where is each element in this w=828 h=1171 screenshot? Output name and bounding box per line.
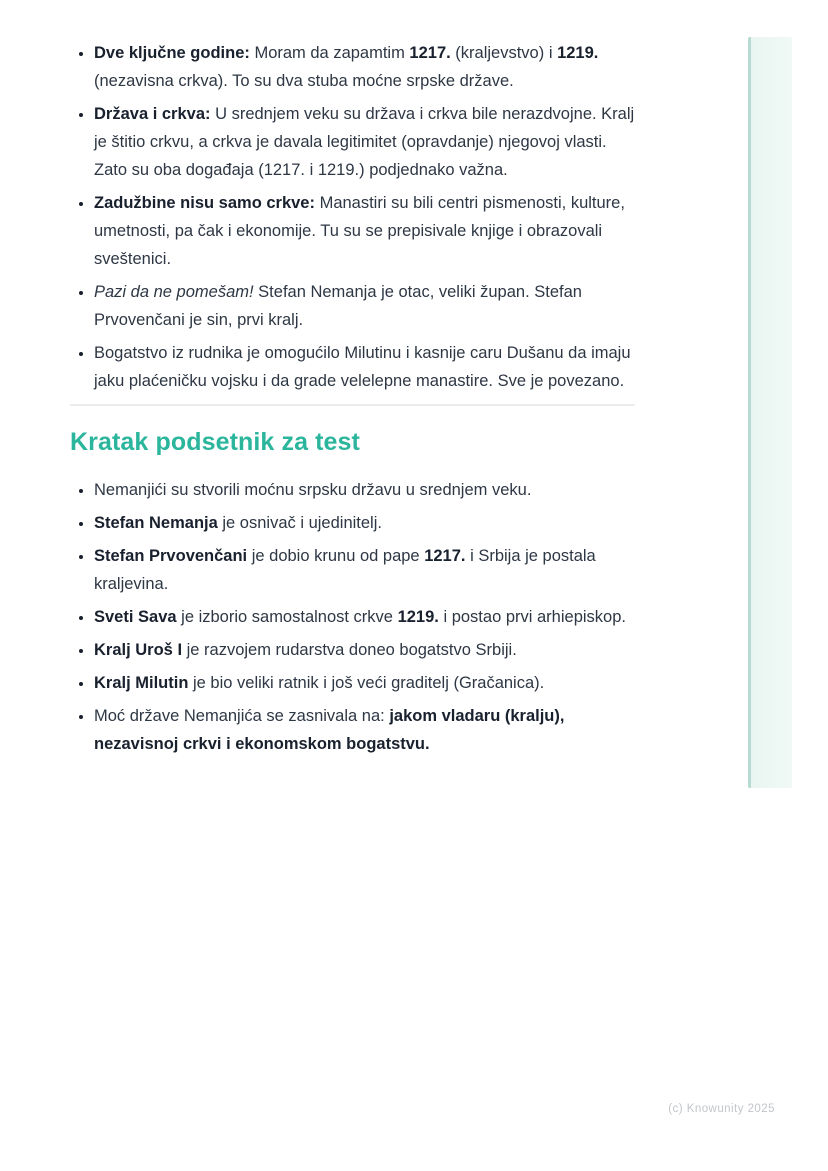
text-segment: Nemanjići su stvorili moćnu srpsku državu u srednjem veku.	[94, 481, 532, 499]
list-item	[94, 636, 635, 664]
text-segment: 1219.	[397, 608, 439, 626]
text-segment: (nezavisna crkva). To su dva stuba moćne srpske države.	[94, 72, 514, 90]
text-segment: je izborio samostalnost crkve	[176, 608, 398, 626]
list-item	[94, 39, 635, 95]
text-segment: 1219.	[557, 44, 599, 62]
summary-list	[70, 476, 635, 758]
section-divider	[70, 404, 635, 406]
footer-credit: (c) Knowunity 2025	[668, 1103, 775, 1115]
list-item	[94, 509, 635, 537]
list-item	[94, 542, 635, 598]
text-segment: U srednjem veku su država i crkva bile nerazdvojne. Kralj je štitio crkvu, a crkva je davala legitimitet (opravdanje) njegovoj vlasti. Zato su oba događaja (1217. i 1219.) podjednako važna.	[94, 105, 635, 179]
text-segment: Pazi da ne pomešam!	[94, 283, 254, 301]
list-item	[94, 669, 635, 697]
side-ribbon-decoration	[748, 37, 792, 788]
text-segment: 1217.	[409, 44, 451, 62]
text-segment: Dve ključne godine:	[94, 44, 250, 62]
text-segment: Bogatstvo iz rudnika je omogućilo Milutinu i kasnije caru Dušanu da imaju jaku plaćeničku vojsku i da grade velelepne manastire. Sve je povezano.	[94, 344, 631, 390]
key-points-list	[70, 39, 635, 395]
text-segment: Stefan Prvovenčani	[94, 547, 248, 565]
text-segment: Država i crkva:	[94, 105, 211, 123]
list-item	[94, 100, 635, 184]
text-segment: Stefan Nemanja	[94, 514, 218, 532]
text-segment: Moram da zapamtim	[249, 44, 410, 62]
section-heading: Kratak podsetnik za test	[70, 428, 360, 456]
text-segment: je osnivač i ujedinitelj.	[217, 514, 382, 532]
text-segment: i Srbija je postala kraljevina.	[94, 547, 596, 593]
text-segment: Moć države Nemanjića se zasnivala na:	[94, 707, 390, 725]
text-segment: jakom vladaru (kralju), nezavisnoj crkvi i ekonomskom bogatstvu.	[94, 707, 565, 753]
text-segment: Stefan Nemanja je otac, veliki župan. Stefan Prvovenčani je sin, prvi kralj.	[94, 283, 582, 329]
text-segment: Kralj Uroš I	[94, 641, 183, 659]
list-item	[94, 603, 635, 631]
text-segment: 1217.	[424, 547, 466, 565]
list-item	[94, 476, 635, 504]
text-segment: je bio veliki ratnik i još veći graditelj (Gračanica).	[188, 674, 545, 692]
text-segment: i postao prvi arhiepiskop.	[438, 608, 626, 626]
text-segment: Zadužbine nisu samo crkve:	[94, 194, 315, 212]
text-segment: Kralj Milutin	[94, 674, 189, 692]
text-segment: je dobio krunu od pape	[247, 547, 425, 565]
text-segment: je razvojem rudarstva doneo bogatstvo Srbiji.	[182, 641, 517, 659]
text-segment: (kraljevstvo) i	[450, 44, 558, 62]
text-segment: Sveti Sava	[94, 608, 177, 626]
text-segment: Manastiri su bili centri pismenosti, kulture, umetnosti, pa čak i ekonomije. Tu su se prepisivale knjige i obrazovali sveštenici.	[94, 194, 625, 268]
notes-content	[70, 0, 635, 763]
list-item	[94, 702, 635, 758]
list-item	[94, 278, 635, 334]
list-item	[94, 339, 635, 395]
list-item	[94, 189, 635, 273]
